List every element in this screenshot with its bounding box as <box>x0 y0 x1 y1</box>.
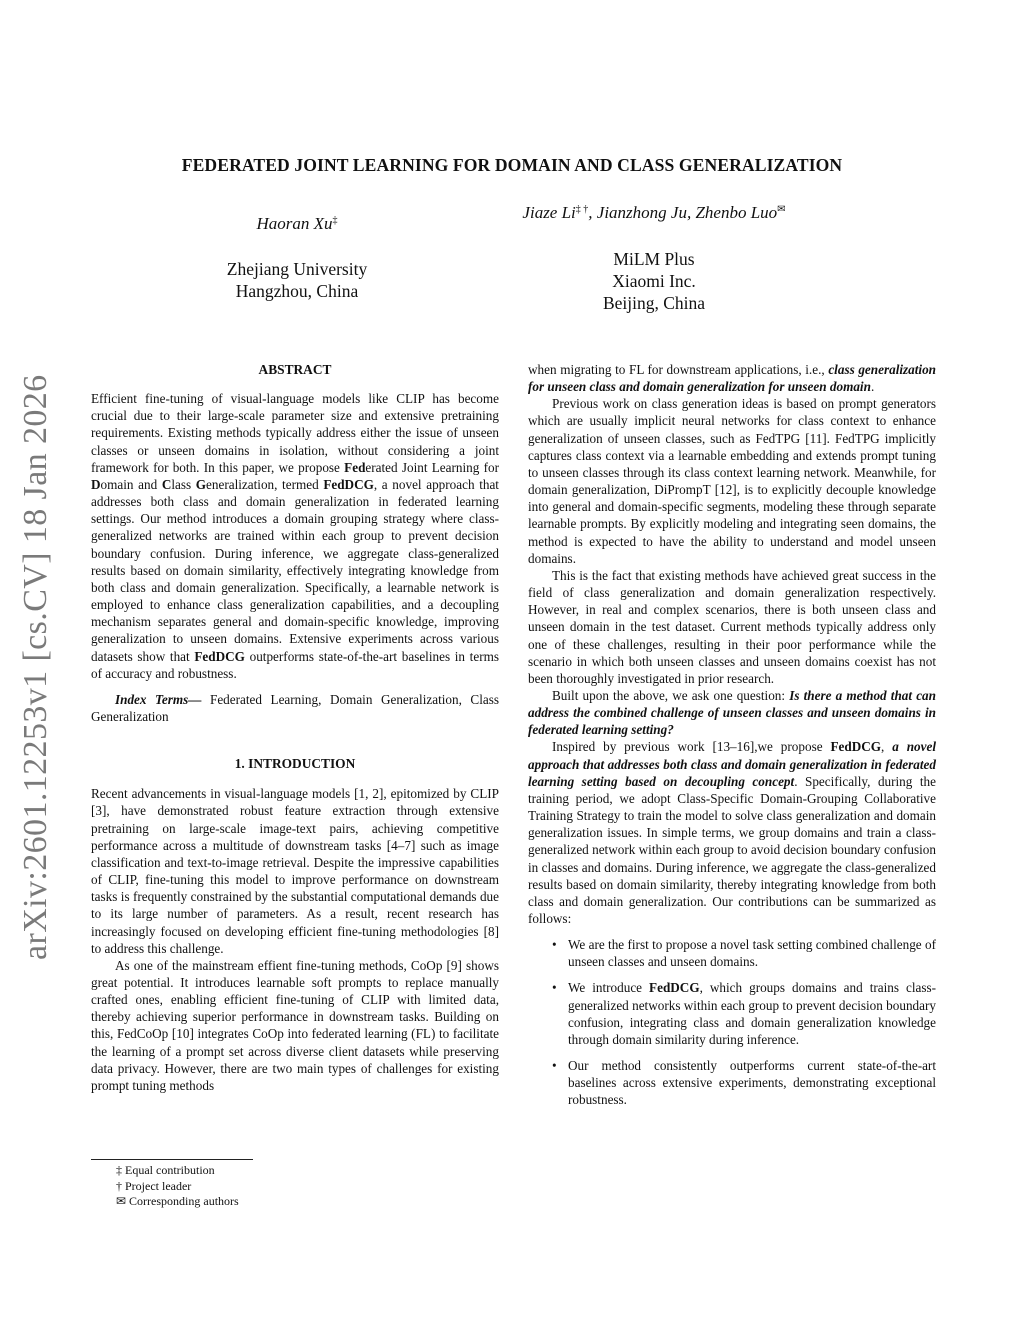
affiliation-left <box>170 258 424 302</box>
index-terms: Index Terms— Federated Learning, Domain Generalization, Class Generalization <box>91 691 499 724</box>
author-block-left <box>170 214 424 302</box>
affiliation-right <box>474 248 834 314</box>
footnotes <box>116 1163 239 1210</box>
arxiv-side-identifier: arXiv:2601.12253v1 [cs.CV] 18 Jan 2026 <box>17 374 54 960</box>
footnote-project-leader: † Project leader <box>116 1178 192 1193</box>
affiliation-university: Zhejiang University <box>226 259 368 279</box>
intro-paragraph-2: As one of the mainstream effient fine-tuning methods, CoOp [9] shows great potential. It introduces learnable soft prompts to replace manually crafted ones, enabling efficient fine-tuning of CLIP with limited data, thereby achieving superior performance in downstream tasks. Building on this, FedCoOp [10] integrates CoOp into federated learning (FL) to facilitate the learning of a prompt set across diverse client datasets while preserving data privacy. However, there are two main types of challenges for existing prompt tuning methods <box>91 957 499 1093</box>
affiliation-city: Beijing, China <box>602 293 706 313</box>
affiliation-lab: MiLM Plus <box>613 249 695 269</box>
contribution-item: • We are the first to propose a novel task setting combined challenge of unseen classes and unseen domains. <box>528 936 936 970</box>
abstract-text: Efficient fine-tuning of visual-language models like CLIP has become crucial due to their large-scale parameter size and extensive pretraining requirements. Existing methods typically address either the issue of unseen classes or unseen domains in isolation, without considering a joint framework for both. In this paper, we propose Federated Joint Learning for Domain and Class Generalization, termed FedDCG, a novel approach that addresses both class and domain generalization in federated learning settings. Our method introduces a domain grouping strategy where class-generalized networks are trained within each group to prevent decision boundary confusion. During inference, we aggregate class-generalized results based on domain similarity, effectively integrating knowledge from both class and domain generalization. Specifically, a learnable network is employed to enhance class generalization capabilities, and a decoupling mechanism separates general and domain-specific knowledge, improving generalization to unseen domains. Extensive experiments across various datasets show that FedDCG outperforms state-of-the-art baselines in terms of accuracy and robustness. <box>91 391 499 681</box>
affiliation-city: Hangzhou, China <box>235 281 359 301</box>
paper-title: FEDERATED JOINT LEARNING FOR DOMAIN AND CLASS GENERALIZATION <box>181 155 843 175</box>
affiliation-company: Xiaomi Inc. <box>612 271 696 291</box>
author-name-left: Haoran Xu‡ <box>256 214 338 233</box>
contribution-item: • We introduce FedDCG, which groups domains and trains class-generalized networks within each group to prevent decision boundary confusion, integrating class and domain generalization knowledge through domain similarity during inference. <box>528 979 936 1048</box>
footnote-corresponding: ✉ Corresponding authors <box>116 1194 239 1208</box>
author-block-right <box>474 203 834 314</box>
contributions-list <box>528 936 936 1108</box>
contribution-item: • Our method consistently outperforms current state-of-the-art baselines across extensive experiments, demonstrating exceptional robustness. <box>528 1057 936 1108</box>
right-column <box>528 361 936 1118</box>
left-column <box>91 361 499 1094</box>
intro-heading: 1. INTRODUCTION <box>234 756 356 772</box>
right-paragraph-3: This is the fact that existing methods have achieved great success in the field of class generalization and domain generalization respectively. However, in real and complex scenarios, there is both unseen class and unseen domain in the test dataset. Current methods typically address only one of these challenges, resulting in their poor performance while the scenario in which both unseen classes and unseen domains coexist has not been thoroughly investigated in prior research. <box>528 567 936 686</box>
footnote-equal-contribution: ‡ Equal contribution <box>116 1163 215 1177</box>
intro-paragraph-1: Recent advancements in visual-language models [1, 2], epitomized by CLIP [3], have demonstrated robust feature extraction through extensive pretraining on large-scale image-text pairs, achieving competitive performance across a multitude of downstream tasks [4–7] such as image classification and text-to-image retrieval. Despite the impressive capabilities of CLIP, fine-tuning this model to improve performance on downstream tasks is frequently constrained by the substantial computational demands due to its large number of parameters. As a result, recent research has increasingly focused on developing efficient fine-tuning methodologies [8] to address this challenge. <box>91 786 499 956</box>
right-paragraph-2: Previous work on class generation ideas is based on prompt generators which are usually implicit neural networks for class context to enhance generalization of unseen classes, such as FedTPG [11]. FedTPG implicitly captures class context via a learnable embedding and extends prompt tuning to unseen classes through its class context learning network. Meanwhile, for domain generalization, DiPrompT [12], is to explicitly decouple knowledge into general and domain-specific segments, modeling these through separate learnable prompts. By explicitly modeling and integrating seen domains, the method is expected to have the ability to understand and model unseen domains. <box>528 396 936 566</box>
right-paragraph-question: Built upon the above, we ask one question: Is there a method that can address the combined challenge of unseen classes and unseen domains in federated learning setting? <box>528 687 936 738</box>
footnote-rule <box>91 1159 253 1160</box>
right-paragraph-proposal: Inspired by previous work [13–16],we propose FedDCG, a novel approach that addresses both class and domain generalization in federated learning setting based on decoupling concept. Specifically, during the training period, we adopt Class-Specific Domain-Grouping Collaborative Training Strategy to train the model to solve class generalization and domain generalization issues. In simple terms, we group domains and train a class-generalized network within each group to avoid decision boundary confusion in classes and domains. During inference, we aggregate the class-generalized results based on domain similarity, thereby integrating knowledge from both class and domain generalization. Our contributions can be summarized as follows: <box>528 739 937 926</box>
author-names-right: Jiaze Li‡ †, Jianzhong Ju, Zhenbo Luo✉ <box>522 203 786 222</box>
right-paragraph-1: when migrating to FL for downstream applications, i.e., class generalization for unseen class and domain generalization for unseen domain. <box>528 362 937 395</box>
abstract-heading: ABSTRACT <box>258 362 332 377</box>
